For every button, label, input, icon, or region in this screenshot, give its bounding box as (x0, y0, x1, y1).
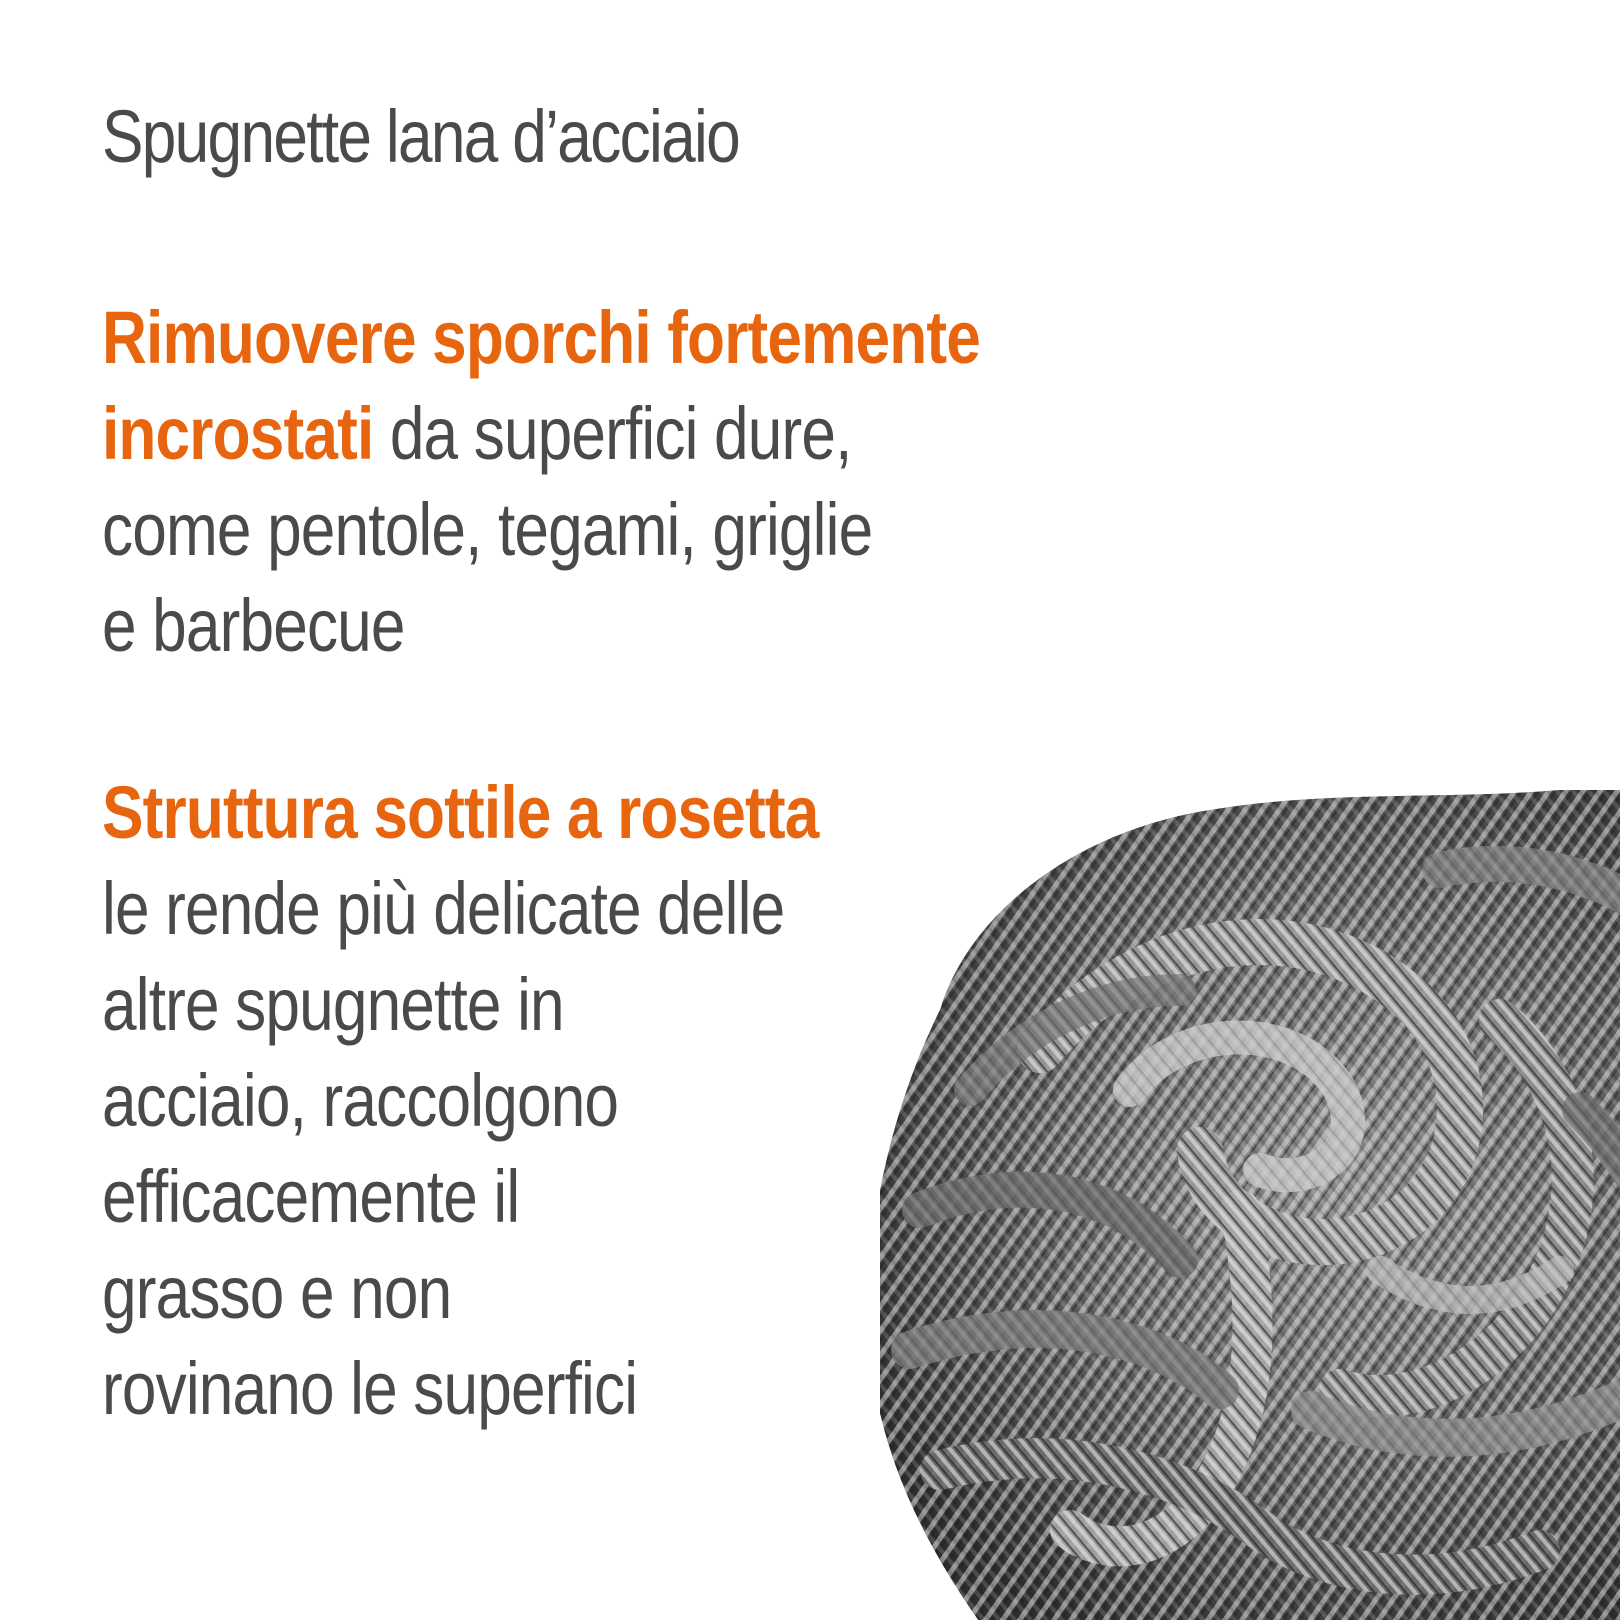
feature-rosette-structure (102, 765, 818, 1437)
feature-line (102, 386, 980, 482)
feature-line: grasso e non (102, 1251, 452, 1334)
steel-wool-scrubber-image (880, 790, 1620, 1620)
feature-highlight: incrostati (102, 392, 374, 475)
feature-highlight: Struttura sottile a rosetta (102, 771, 819, 854)
feature-text: da superfici dure, (373, 392, 852, 475)
feature-line: e barbecue (102, 584, 405, 667)
feature-line: acciaio, raccolgono (102, 1059, 619, 1142)
feature-line: le rende più delicate delle (102, 867, 785, 950)
product-title: Spugnette lana d’acciaio (102, 95, 740, 178)
feature-line: efficacemente il (102, 1155, 520, 1238)
feature-line: altre spugnette in (102, 963, 564, 1046)
feature-heavy-dirt (102, 290, 980, 674)
feature-highlight: Rimuovere sporchi fortemente (102, 296, 981, 379)
feature-line: rovinano le superfici (102, 1347, 638, 1430)
feature-line (102, 290, 980, 386)
feature-line: come pentole, tegami, griglie (102, 488, 873, 571)
